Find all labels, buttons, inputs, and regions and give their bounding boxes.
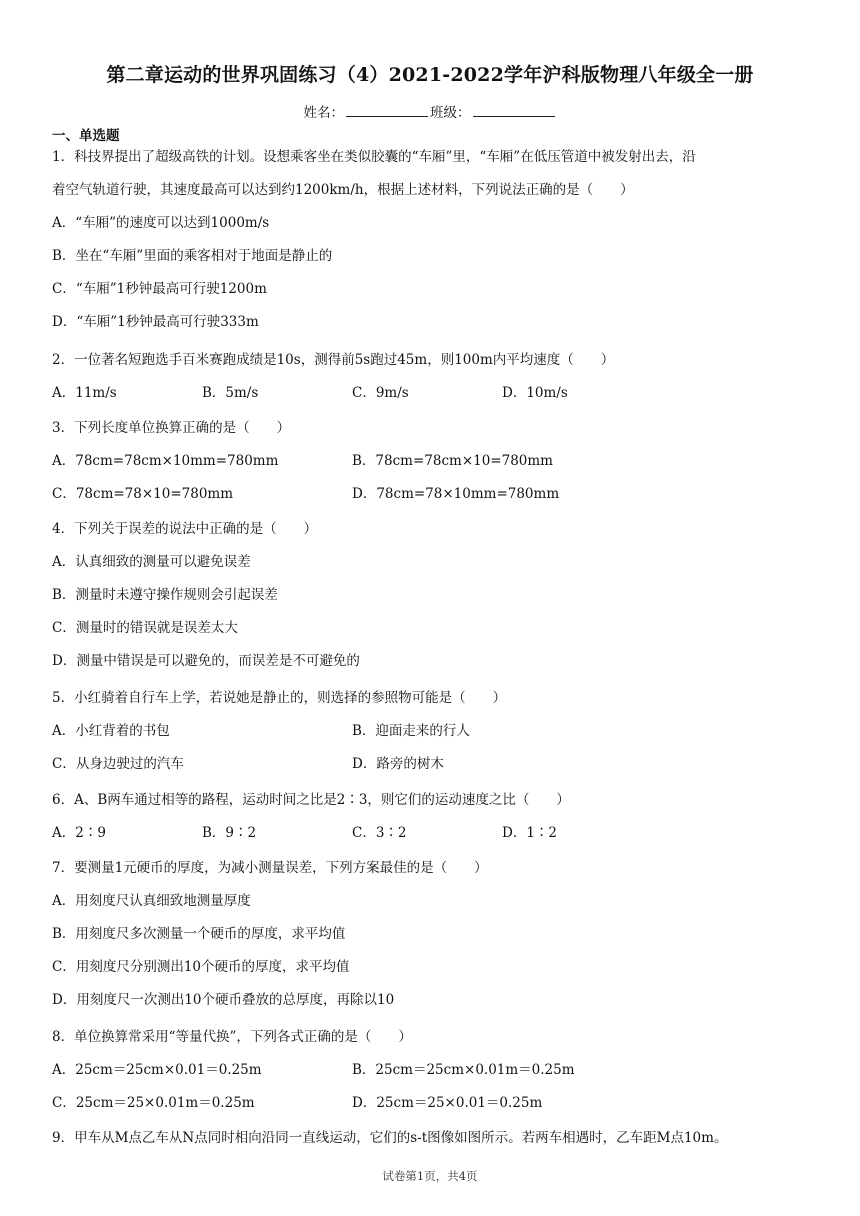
question-stem: 7．要测量1元硬币的厚度，为减小测量误差，下列方案最佳的是（ ） [52, 860, 488, 876]
option-b[interactable]: B．9∶2 [202, 825, 257, 841]
option-a[interactable]: A．小红背着的书包 [52, 723, 170, 739]
question-stem: 3．下列长度单位换算正确的是（ ） [52, 420, 291, 436]
option-c[interactable]: C．从身边驶过的汽车 [52, 756, 184, 772]
option-c[interactable]: C．用刻度尺分别测出10个硬币的厚度，求平均值 [52, 959, 350, 975]
name-label: 姓名： [303, 105, 344, 121]
page-title: 第二章运动的世界巩固练习（4）2021-2022学年沪科版物理八年级全一册 [106, 64, 754, 86]
option-b[interactable]: B．5m/s [202, 385, 259, 401]
option-a[interactable]: A．11m/s [52, 385, 117, 401]
question-1 [52, 141, 812, 339]
question-stem: 9．甲车从M点乙车从N点同时相向沿同一直线运动，它们的s-t图像如图所示。若两车相遇时，乙车距M点10m。 [52, 1130, 728, 1146]
name-blank[interactable] [346, 104, 428, 117]
option-a[interactable]: A．认真细致的测量可以避免误差 [52, 554, 251, 570]
question-stem: 着空气轨道行驶，其速度最高可以达到约1200km/h，根据上述材料，下列说法正确的是（ ） [52, 182, 634, 198]
option-b[interactable]: B．坐在“车厢”里面的乘客相对于地面是静止的 [52, 248, 333, 264]
question-2 [52, 344, 812, 410]
option-d[interactable]: D．10m/s [502, 385, 568, 401]
option-c[interactable]: C．测量时的错误就是误差太大 [52, 620, 238, 636]
option-a[interactable]: A．78cm=78cm×10mm=780mm [52, 453, 279, 469]
question-9 [52, 1122, 812, 1155]
question-6 [52, 784, 812, 850]
question-stem: 2．一位著名短跑选手百米赛跑成绩是10s，测得前5s跑过45m，则100m内平均速度（ ） [52, 352, 615, 368]
question-3 [52, 412, 812, 511]
question-stem: 5．小红骑着自行车上学，若说她是静止的，则选择的参照物可能是（ ） [52, 690, 507, 706]
option-c[interactable]: C．“车厢”1秒钟最高可行驶1200m [52, 281, 267, 297]
option-c[interactable]: C．78cm=78×10=780mm [52, 486, 234, 502]
option-a[interactable]: A．25cm＝25cm×0.01＝0.25m [52, 1062, 262, 1078]
question-stem: 4．下列关于误差的说法中正确的是（ ） [52, 521, 318, 537]
class-blank[interactable] [473, 104, 555, 117]
question-7 [52, 852, 812, 1017]
option-d[interactable]: D．1∶2 [502, 825, 558, 841]
option-a[interactable]: A．2∶9 [52, 825, 106, 841]
option-c[interactable]: C．9m/s [352, 385, 409, 401]
option-b[interactable]: B．测量时未遵守操作规则会引起误差 [52, 587, 278, 603]
name-class-line [0, 101, 860, 121]
question-stem: 6．A、B两车通过相等的路程，运动时间之比是2∶3，则它们的运动速度之比（ ） [52, 792, 570, 808]
option-a[interactable]: A．“车厢”的速度可以达到1000m/s [52, 215, 270, 231]
option-c[interactable]: C．25cm＝25×0.01m＝0.25m [52, 1095, 255, 1111]
option-d[interactable]: D．78cm=78×10mm=780mm [352, 486, 560, 502]
question-5 [52, 682, 812, 781]
option-d[interactable]: D．用刻度尺一次测出10个硬币叠放的总厚度，再除以10 [52, 992, 395, 1008]
class-label: 班级： [430, 105, 471, 121]
question-stem: 8．单位换算常采用“等量代换”，下列各式正确的是（ ） [52, 1029, 412, 1045]
option-b[interactable]: B．25cm＝25cm×0.01m＝0.25m [352, 1062, 575, 1078]
option-a[interactable]: A．用刻度尺认真细致地测量厚度 [52, 893, 251, 909]
question-8 [52, 1021, 812, 1120]
option-b[interactable]: B．用刻度尺多次测量一个硬币的厚度，求平均值 [52, 926, 346, 942]
option-d[interactable]: D．路旁的树木 [352, 756, 444, 772]
option-b[interactable]: B．迎面走来的行人 [352, 723, 470, 739]
option-b[interactable]: B．78cm=78cm×10=780mm [352, 453, 553, 469]
option-d[interactable]: D．“车厢”1秒钟最高可行驶333m [52, 314, 259, 330]
question-4 [52, 513, 812, 678]
option-d[interactable]: D．测量中错误是可以避免的，而误差是不可避免的 [52, 653, 360, 669]
option-c[interactable]: C．3∶2 [352, 825, 407, 841]
page-footer: 试卷第1页，共4页 [382, 1169, 478, 1183]
question-stem: 1．科技界提出了超级高铁的计划。设想乘客坐在类似胶囊的“车厢”里，“车厢”在低压管道中被发射出去，沿 [52, 149, 696, 165]
option-d[interactable]: D．25cm＝25×0.01＝0.25m [352, 1095, 543, 1111]
section-title: 一、单选题 [52, 128, 120, 144]
